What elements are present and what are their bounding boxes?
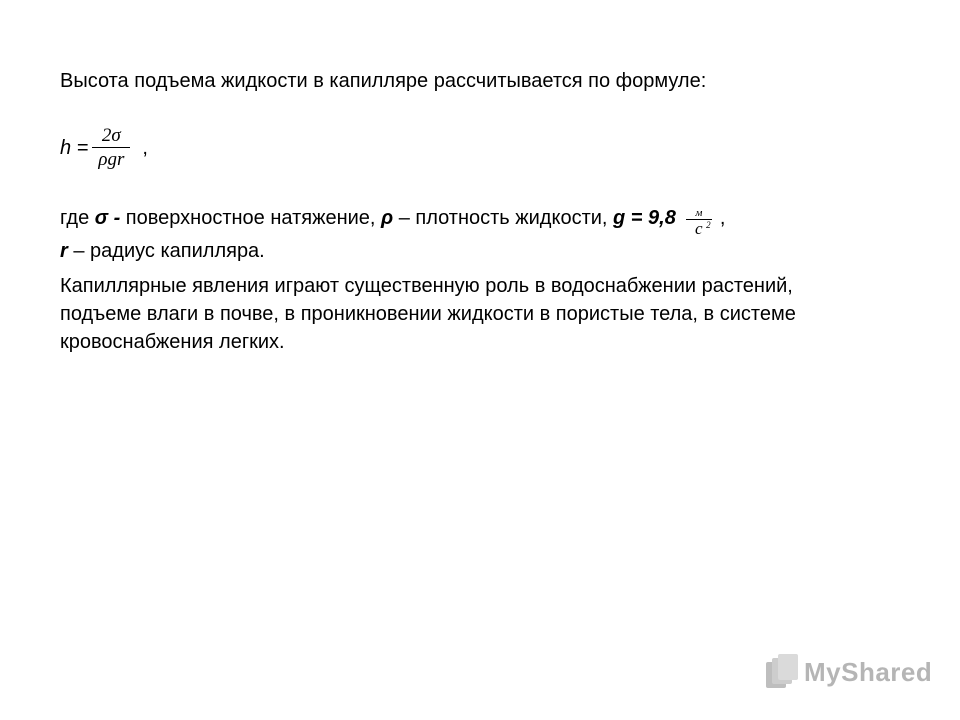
formula-lhs: h = bbox=[60, 137, 89, 159]
formula-denominator: ρgr bbox=[98, 148, 125, 170]
where-trailing-comma: , bbox=[719, 206, 726, 229]
watermark-text: MyShared bbox=[804, 656, 933, 687]
unit-denominator: с bbox=[695, 219, 703, 238]
document-stack-icon bbox=[766, 654, 798, 690]
formula-fraction bbox=[92, 125, 130, 172]
where-line bbox=[60, 203, 726, 238]
capillary-paragraph: Капиллярные явления играют существенную роль в водоснабжении растений, подъеме влаги в почве, в проникновении жидкости в пористые тела, в системе кровоснабжения легких. bbox=[60, 275, 796, 353]
unit-exponent: 2 bbox=[706, 220, 711, 230]
g-value: g = 9,8 bbox=[613, 206, 676, 229]
unit-denominator-wrap bbox=[695, 219, 711, 238]
sigma-symbol: σ - bbox=[94, 206, 121, 229]
formula-numerator: 2σ bbox=[101, 124, 121, 146]
intro-text: Высота подъема жидкости в капилляре рассчитывается по формуле: bbox=[60, 70, 707, 92]
sigma-description: поверхностное натяжение, bbox=[120, 206, 382, 229]
rho-symbol: ρ bbox=[381, 206, 394, 229]
formula bbox=[60, 120, 148, 176]
formula-trailing-comma: , bbox=[142, 137, 148, 159]
unit-numerator: м bbox=[695, 207, 703, 219]
r-symbol: r bbox=[60, 240, 68, 262]
rho-description: – плотность жидкости, bbox=[393, 206, 614, 229]
where-lead: где bbox=[60, 206, 95, 229]
radius-description: – радиус капилляра. bbox=[67, 240, 265, 262]
unit-fraction bbox=[686, 207, 712, 238]
radius-line bbox=[60, 238, 265, 264]
watermark bbox=[766, 654, 932, 690]
